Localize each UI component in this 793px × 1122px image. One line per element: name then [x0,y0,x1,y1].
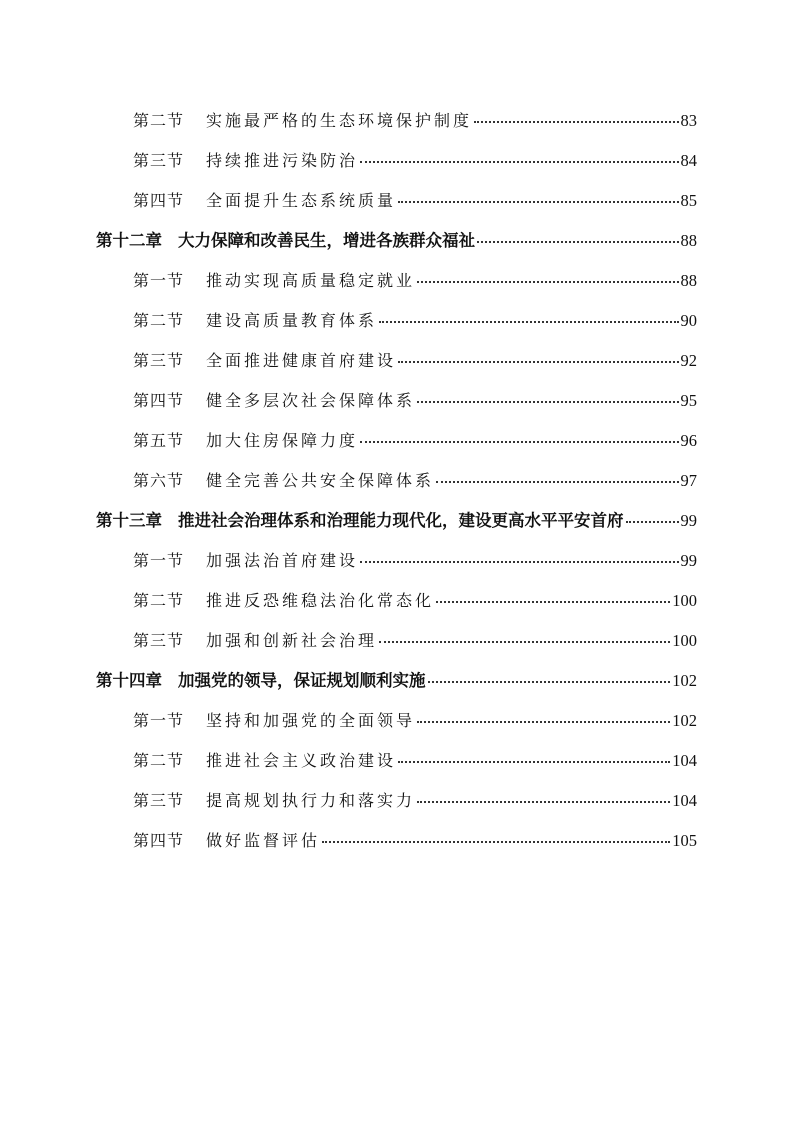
dot-leader [428,681,671,683]
page-number: 83 [680,111,697,130]
dot-leader [626,521,679,523]
dot-leader [398,201,678,203]
chapter-number: 第十三章 [96,511,162,530]
toc-section-entry[interactable] [133,141,697,181]
section-number: 第三节 [133,791,185,810]
toc-section-entry[interactable] [133,741,697,781]
dot-leader [398,361,678,363]
section-number: 第六节 [133,471,185,490]
page-number: 99 [680,511,697,530]
section-number: 第二节 [133,591,185,610]
section-title: 全面推进健康首府建设 [206,351,397,370]
page-number: 92 [680,351,697,370]
page-number: 104 [672,791,697,810]
toc-chapter-entry[interactable] [96,501,697,541]
section-title: 加强和创新社会治理 [206,631,378,650]
dot-leader [379,321,678,323]
page-number: 88 [680,271,697,290]
toc-section-entry[interactable] [133,421,697,461]
toc-section-entry[interactable] [133,781,697,821]
dot-leader [379,641,670,643]
toc-section-entry[interactable] [133,701,697,741]
page-number: 95 [680,391,697,410]
section-title: 推动实现高质量稳定就业 [206,271,416,290]
dot-leader [436,481,678,483]
section-number: 第三节 [133,151,185,170]
section-title: 提高规划执行力和落实力 [206,791,416,810]
section-number: 第二节 [133,751,185,770]
dot-leader [436,601,670,603]
toc-section-entry[interactable] [133,341,697,381]
page-number: 104 [672,751,697,770]
page-number: 105 [672,831,697,850]
toc-chapter-entry[interactable] [96,661,697,701]
section-number: 第三节 [133,631,185,650]
page-number: 88 [680,231,697,250]
dot-leader [477,241,679,243]
toc-section-entry[interactable] [133,101,697,141]
section-title: 实施最严格的生态环境保护制度 [206,111,473,130]
page-number: 100 [672,631,697,650]
section-number: 第四节 [133,831,185,850]
dot-leader [417,721,670,723]
section-title: 推进反恐维稳法治化常态化 [206,591,435,610]
section-number: 第四节 [133,191,185,210]
dot-leader [474,121,678,123]
page-number: 84 [680,151,697,170]
dot-leader [417,801,670,803]
section-title: 加强法治首府建设 [206,551,359,570]
section-number: 第一节 [133,711,185,730]
section-title: 健全多层次社会保障体系 [206,391,416,410]
chapter-title: 加强党的领导，保证规划顺利实施 [178,671,426,690]
toc-chapter-entry[interactable] [96,221,697,261]
toc-section-entry[interactable] [133,381,697,421]
dot-leader [398,761,670,763]
section-title: 加大住房保障力度 [206,431,359,450]
chapter-number: 第十二章 [96,231,162,250]
section-number: 第四节 [133,391,185,410]
dot-leader [360,561,678,563]
toc-section-entry[interactable] [133,581,697,621]
toc-section-entry[interactable] [133,301,697,341]
toc-section-entry[interactable] [133,541,697,581]
section-title: 推进社会主义政治建设 [206,751,397,770]
dot-leader [417,281,678,283]
section-number: 第三节 [133,351,185,370]
section-title: 做好监督评估 [206,831,321,850]
toc-section-entry[interactable] [133,181,697,221]
page-number: 102 [672,711,697,730]
section-title: 健全完善公共安全保障体系 [206,471,435,490]
section-number: 第一节 [133,271,185,290]
toc-section-entry[interactable] [133,821,697,861]
chapter-title: 推进社会治理体系和治理能力现代化，建设更高水平平安首府 [178,511,624,530]
section-number: 第一节 [133,551,185,570]
toc-section-entry[interactable] [133,461,697,501]
dot-leader [417,401,678,403]
section-title: 持续推进污染防治 [206,151,359,170]
dot-leader [360,161,678,163]
dot-leader [322,841,670,843]
page-number: 99 [680,551,697,570]
section-number: 第二节 [133,311,185,330]
page-number: 85 [680,191,697,210]
page-number: 90 [680,311,697,330]
chapter-number: 第十四章 [96,671,162,690]
section-number: 第五节 [133,431,185,450]
page-number: 102 [672,671,697,690]
chapter-title: 大力保障和改善民生，增进各族群众福祉 [178,231,475,250]
section-title: 建设高质量教育体系 [206,311,378,330]
dot-leader [360,441,678,443]
toc-section-entry[interactable] [133,621,697,661]
page-number: 97 [680,471,697,490]
toc-section-entry[interactable] [133,261,697,301]
page-number: 100 [672,591,697,610]
section-title: 坚持和加强党的全面领导 [206,711,416,730]
page-number: 96 [680,431,697,450]
section-number: 第二节 [133,111,185,130]
section-title: 全面提升生态系统质量 [206,191,397,210]
